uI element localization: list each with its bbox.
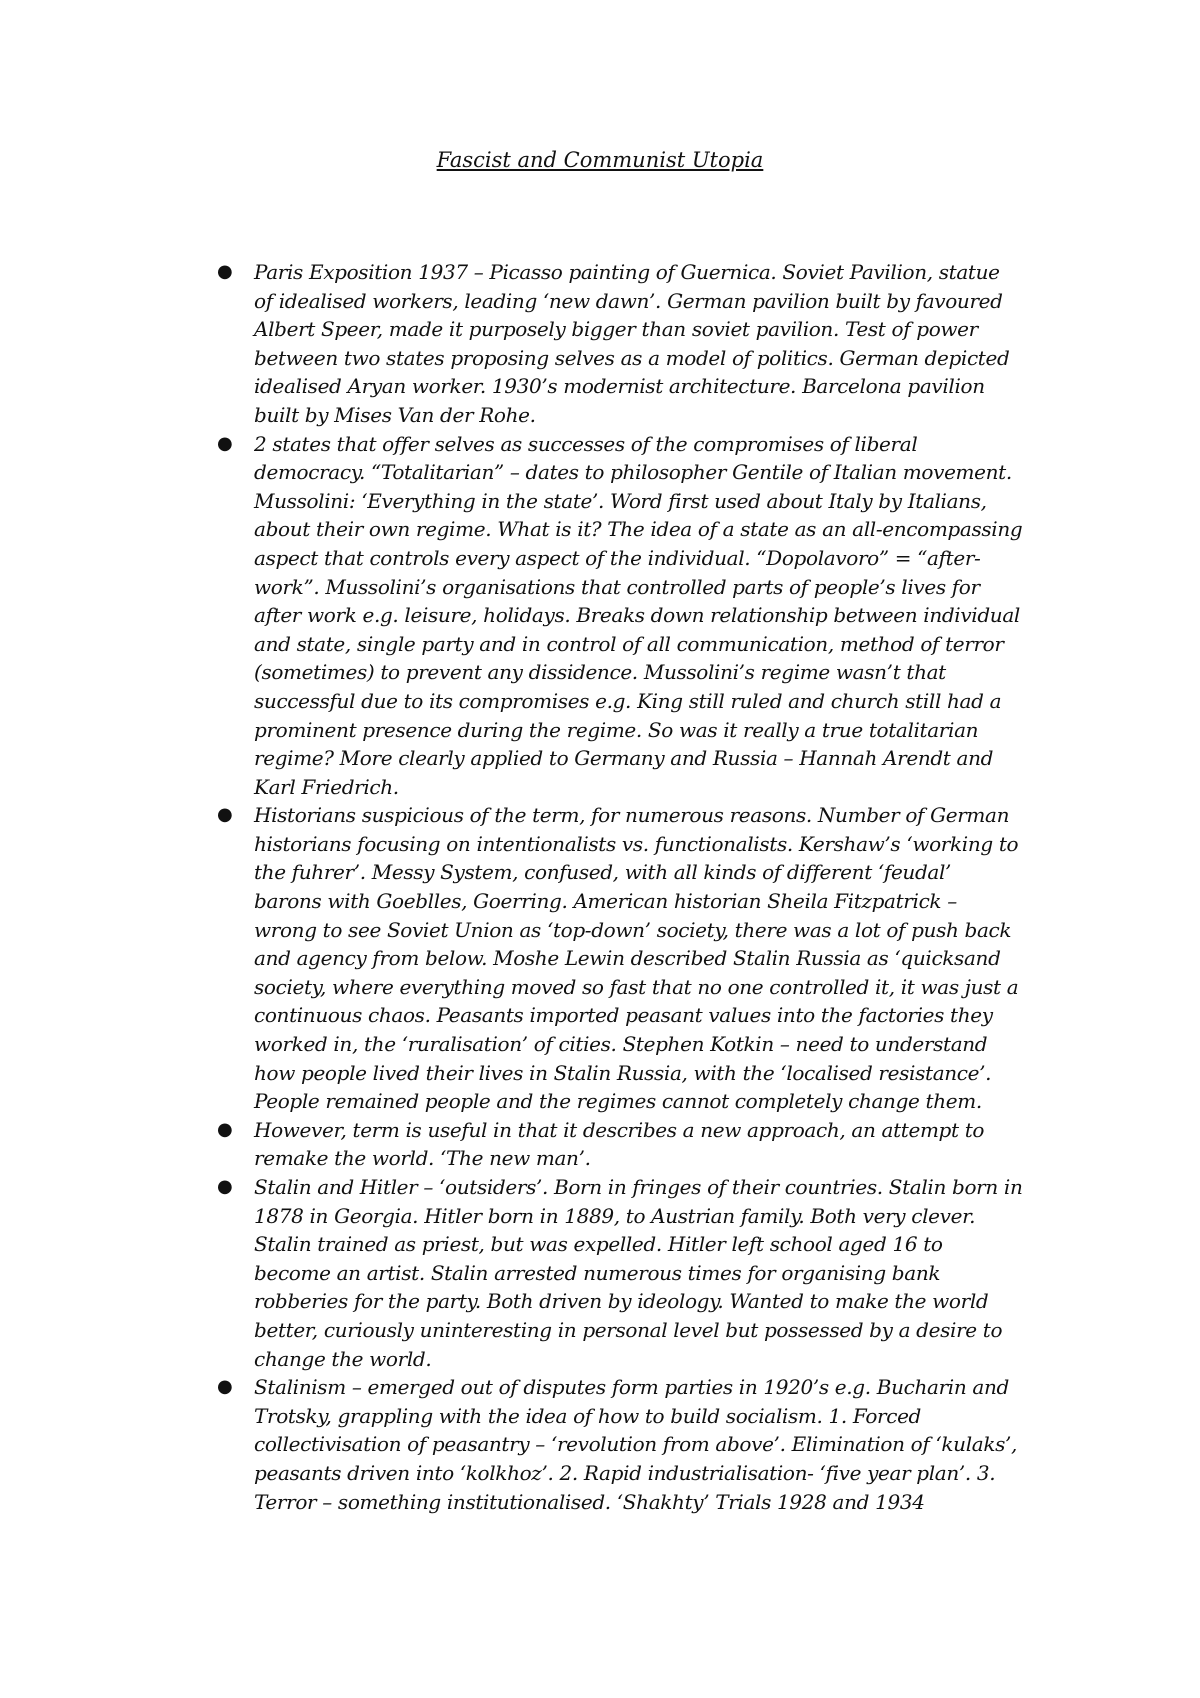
list-item-text: Paris Exposition 1937 – Picasso painting of Guernica. Soviet Pavilion, statue of idealised workers, leading ‘new dawn’. German pavilion built by favoured Albert Speer, made it purposely bigger than soviet pavilion. Test of power between two states proposing selves as a model of politics. German depicted idealised Aryan worker. 1930’s modernist architecture. Barcelona pavilion built by Mises Van der Rohe. <box>254 260 1010 427</box>
list-item-text: Stalin and Hitler – ‘outsiders’. Born in fringes of their countries. Stalin born in 1878 in Georgia. Hitler born in 1889, to Austrian family. Both very clever. Stalin trained as priest, but was expelled. Hitler left school aged 16 to become an artist. Stalin arrested numerous times for organising bank robberies for the party. Both driven by ideology. Wanted to make the world better, curiously uninteresting in personal level but possessed by a desire to change the world. <box>254 1175 1023 1371</box>
page-title: Fascist and Communist Utopia <box>436 148 764 172</box>
list-item-text: However, term is useful in that it describes a new approach, an attempt to remake the world. ‘The new man’. <box>254 1117 985 1171</box>
list-item <box>217 430 1024 802</box>
bullet-icon: ● <box>217 1176 233 1197</box>
list-item <box>217 801 1024 1116</box>
list-item-text: 2 states that offer selves as successes of the compromises of liberal democracy. “Totalitarian” – dates to philosopher Gentile of Italian movement. Mussolini: ‘Everything in the state’. Word first used about Italy by Italians, about their own regime. What is it? The idea of a state as an all-encompassing aspect that controls every aspect of the individual. “Dopolavoro” = “after-work”. Mussolini’s organisations that controlled parts of people’s lives for after work e.g. leisure, holidays. Breaks down relationship between individual and state, single party and in control of all communication, method of terror (sometimes) to prevent any dissidence. Mussolini’s regime wasn’t that successful due to its compromises e.g. King still ruled and church still had a prominent presence during the regime. So was it really a true totalitarian regime? More clearly applied to Germany and Russia – Hannah Arendt and Karl Friedrich. <box>254 431 1023 799</box>
list-item <box>217 1173 1024 1373</box>
bullet-icon: ● <box>217 1118 233 1140</box>
list-item <box>217 1116 1024 1173</box>
bullet-icon: ● <box>217 432 233 454</box>
list-item <box>217 258 1024 430</box>
list-item <box>217 1373 1024 1516</box>
list-item-text: Historians suspicious of the term, for numerous reasons. Number of German historians focusing on intentionalists vs. functionalists. Kershaw’s ‘working to the fuhrer’. Messy System, confused, with all kinds of different ‘feudal’ barons with Goeblles, Goerring. American historian Sheila Fitzpatrick – wrong to see Soviet Union as ‘top-down’ society, there was a lot of push back and agency from below. Moshe Lewin described Stalin Russia as ‘quicksand society, where everything moved so fast that no one controlled it, it was just a continuous chaos. Peasants imported peasant values into the factories they worked in, the ‘ruralisation’ of cities. Stephen Kotkin – need to understand how people lived their lives in Stalin Russia, with the ‘localised resistance’. People remained people and the regimes cannot completely change them. <box>254 803 1019 1114</box>
bullet-icon: ● <box>217 1376 233 1398</box>
bullet-icon: ● <box>217 804 233 826</box>
notes-list <box>217 258 1024 1516</box>
bullet-icon: ● <box>217 261 233 282</box>
list-item-text: Stalinism – emerged out of disputes form parties in 1920’s e.g. Bucharin and Trotsky, grappling with the idea of how to build socialism. 1. Forced collectivisation of peasantry – ‘revolution from above’. Elimination of ‘kulaks’, peasants driven into ‘kolkhoz’. 2. Rapid industrialisation- ‘five year plan’. 3. Terror – something institutionalised. ‘Shakhty’ Trials 1928 and 1934 <box>254 1375 1018 1514</box>
